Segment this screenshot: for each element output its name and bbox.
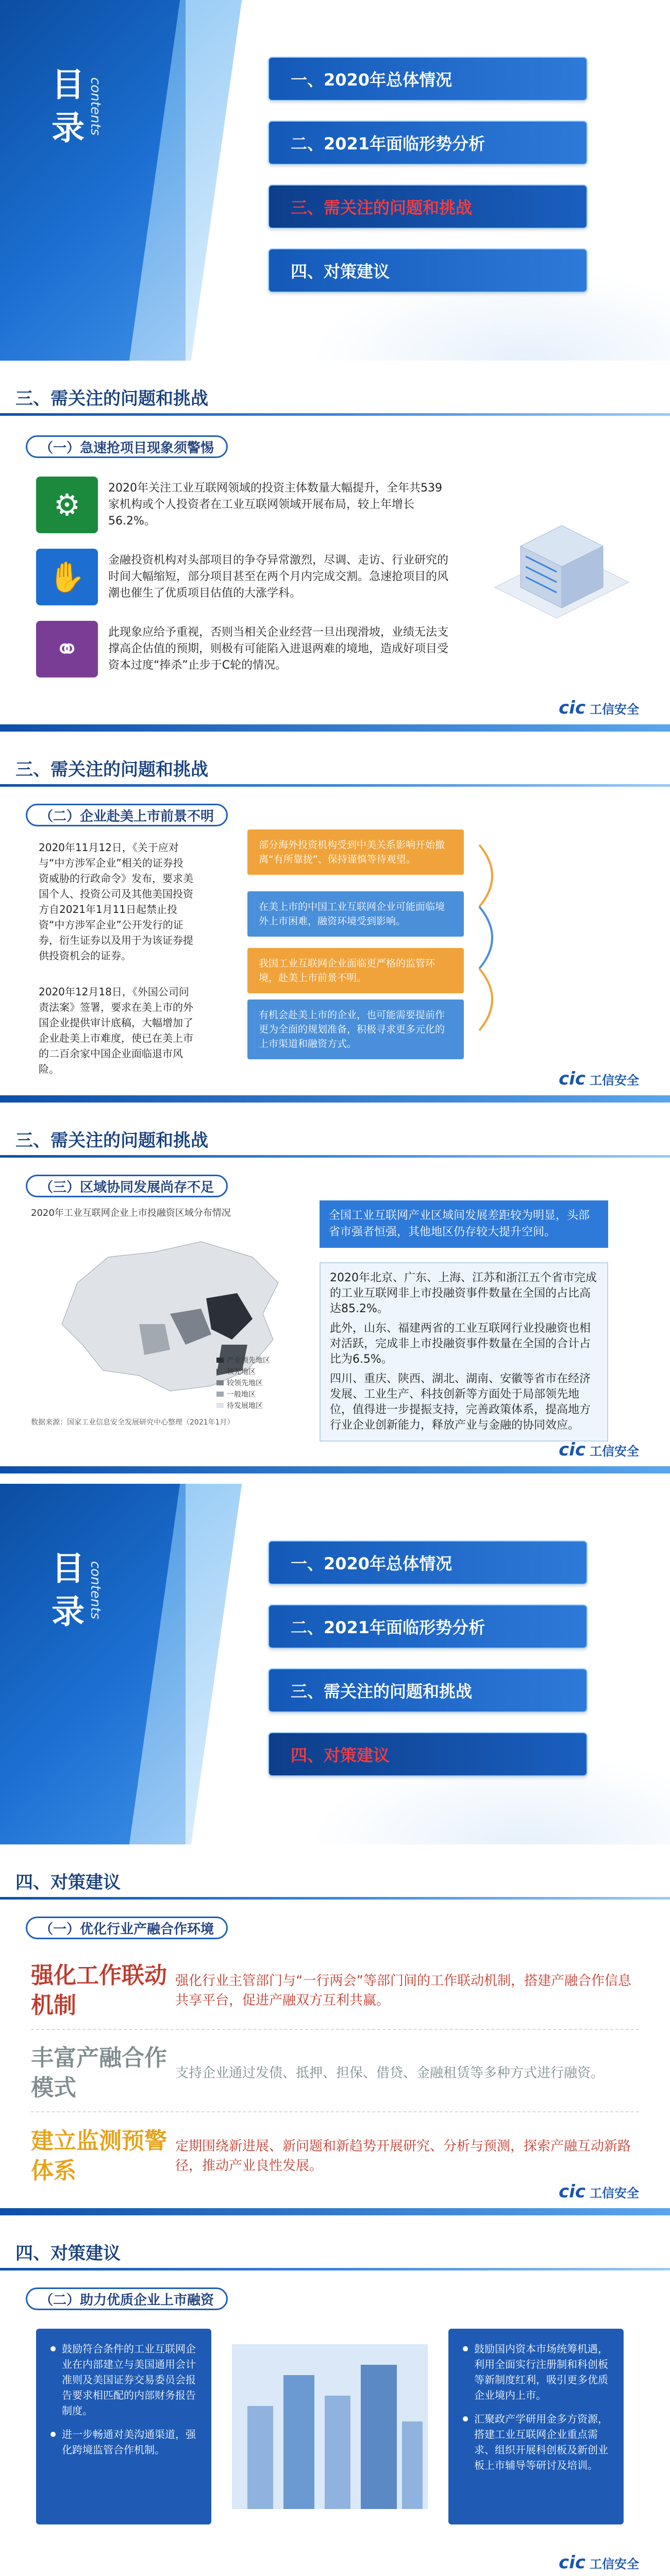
toc-banner — [0, 0, 186, 361]
footer-bar — [0, 1095, 670, 1103]
toc-item-3[interactable]: 三、需关注的问题和挑战 — [268, 1668, 588, 1713]
section-title: 三、需关注的问题和挑战 — [15, 759, 208, 780]
toc-slide-1 — [0, 0, 670, 361]
sub-heading: （三）区域协同发展尚存不足 — [26, 1175, 228, 1197]
flow-step: 我国工业互联网企业面临更严格的监管环境，赴美上市前景不明。 — [247, 948, 464, 993]
legend-item — [216, 1366, 270, 1378]
brand-name: 工信安全 — [590, 702, 639, 717]
toc-subtitle: contents — [88, 77, 103, 136]
city-illustration — [232, 2344, 428, 2509]
toc-item-2[interactable]: 二、2021年面临形势分析 — [268, 121, 588, 165]
highlight-banner: 全国工业互联网产业区域间发展差距较为明显，头部省市强者恒强，其他地区仍存较大提升空间。 — [320, 1200, 608, 1248]
toc-banner — [0, 1484, 186, 1844]
toc-item-4[interactable]: 四、对策建议 — [268, 248, 588, 293]
panel-item: 鼓励符合条件的工业互联网企业在内部建立与美国通用会计准则及美国证券交易委员会报告要求相匹配的内部财务报告制度。 — [48, 2341, 199, 2418]
legend-label: 一般地区 — [227, 1391, 256, 1399]
toc-slide-2 — [0, 1484, 670, 1844]
policy-row — [31, 1953, 639, 2030]
info-box — [320, 1262, 608, 1442]
toc-item-4[interactable]: 四、对策建议 — [268, 1732, 588, 1776]
toc-title: 目录 — [46, 67, 84, 154]
gear-network-icon: ⚙ — [36, 477, 98, 533]
policy-desc: 支持企业通过发债、抵押、担保、借贷、金融租赁等多种方式进行融资。 — [175, 2065, 605, 2081]
policy-row — [31, 2035, 639, 2112]
section-header — [0, 1855, 670, 1906]
section-rule — [0, 784, 670, 787]
risk-text: 金融投资机构对头部项目的争夺异常激烈，尽调、走访、行业研究的时间大幅缩短，部分项目甚至在两个月内完成交割。急速抢项目的风潮也催生了优质项目估值的大涨学科。 — [108, 554, 449, 600]
toc-item-1[interactable]: 一、2020年总体情况 — [268, 57, 588, 101]
brand-mark: cic — [559, 1439, 585, 1460]
slide-regional — [0, 1113, 670, 1473]
toc-title: 目录 — [46, 1551, 84, 1637]
right-panel — [448, 2329, 624, 2524]
flow-step: 部分海外投资机构受到中美关系影响开始撤离“有所靠拢”、保持谨慎等待观望。 — [247, 829, 464, 875]
toc-list — [268, 57, 588, 312]
panel-item: 进一步畅通对美沟通渠道，强化跨境监管合作机制。 — [48, 2427, 199, 2458]
brand-mark: cic — [559, 1069, 585, 1089]
share-nodes-icon: ⚭ — [36, 621, 98, 677]
toc-list — [268, 1540, 588, 1796]
brand-logo — [559, 1069, 639, 1089]
sub-heading: （一）优化行业产融合作环境 — [26, 1917, 228, 1939]
policy-label: 丰富产融合作模式 — [31, 2045, 167, 2101]
section-rule — [0, 1897, 670, 1900]
slide-policy — [0, 1855, 670, 2215]
policy-desc: 强化行业主管部门与“一行两会”等部门间的工作联动机制，搭建产融合作信息共享平台，促进产融双方互利共赢。 — [175, 1973, 631, 2008]
timeline-text: 2020年11月12日，《关于应对与“中方涉军企业”相关的证券投资威胁的行政命令》发布，要求美国个人、投资公司及其他美国投资方自2021年1月11日起禁止投资“中方涉军企业”公开发行的证券，衍生证券以及用于为该证券提供投资机会的证券。 — [39, 841, 193, 962]
slide-listing — [0, 742, 670, 1103]
handshake-icon: ✋ — [36, 549, 98, 605]
risk-text: 此现象应给予重视，否则当相关企业经营一旦出现滑坡，业绩无法支撑高企估值的预期，则极有可能陷入进退两难的境地，造成好项目受资本过度“捧杀”止步于C轮的情况。 — [108, 626, 449, 672]
brand-mark: cic — [559, 2552, 585, 2573]
toc-item-2[interactable]: 二、2021年面临形势分析 — [268, 1604, 588, 1649]
flow-arrows — [474, 835, 515, 1051]
data-source: 数据来源：国家工业信息安全发展研究中心整理（2021年1月） — [31, 1418, 234, 1427]
section-rule — [0, 1155, 670, 1158]
risk-row — [36, 618, 448, 680]
brand-logo — [559, 698, 639, 718]
legend-item — [216, 1355, 270, 1366]
section-rule — [0, 413, 670, 416]
info-bullet: 此外，山东、福建两省的工业互联网行业投融资也相对活跃，完成非上市投融资事件数量在全国的合计占比为6.5%。 — [330, 1322, 591, 1366]
footer-bar — [0, 2208, 670, 2215]
map-legend — [216, 1355, 270, 1412]
risk-row — [36, 546, 448, 608]
brand-name: 工信安全 — [590, 2557, 639, 2571]
section-header — [0, 371, 670, 422]
toc-ribbon — [129, 0, 242, 361]
panel-item: 鼓励国内资本市场统筹机遇，利用全面实行注册制和科创板等新制度红利，吸引更多优质企业境内上市。 — [461, 2341, 611, 2403]
footer-bar — [0, 1466, 670, 1473]
brand-mark: cic — [559, 698, 585, 718]
brand-name: 工信安全 — [590, 2186, 639, 2200]
info-bullet: 四川、重庆、陕西、湖北、湖南、安徽等省市在经济发展、工业生产、科技创新等方面处于局部领先地位，值得进一步提振支持，完善政策体系，提高地方行业企业创新能力，释放产业与金融的协同效应。 — [330, 1372, 591, 1432]
footer-bar — [0, 724, 670, 732]
legend-item — [216, 1389, 270, 1400]
legend-label: 产业领先地区 — [227, 1357, 270, 1365]
toc-item-3[interactable]: 三、需关注的问题和挑战 — [268, 184, 588, 229]
info-bullet: 2020年北京、广东、上海、江苏和浙江五个省市完成的工业互联网非上市投融资事件数量在全国的占比高达85.2%。 — [330, 1272, 597, 1315]
slide-ipo-support — [0, 2226, 670, 2576]
legend-label: 领先地区 — [227, 1368, 256, 1376]
section-header — [0, 1113, 670, 1164]
toc-item-1[interactable]: 一、2020年总体情况 — [268, 1540, 588, 1585]
brand-mark: cic — [559, 2181, 585, 2202]
risk-row — [36, 474, 448, 536]
map-title: 2020年工业互联网企业上市投融资区域分布情况 — [31, 1208, 231, 1218]
flow-step: 在美上市的中国工业互联网企业可能面临境外上市困难，融资环境受到影响。 — [247, 891, 464, 937]
brand-logo — [559, 2552, 639, 2573]
sub-heading: （二）助力优质企业上市融资 — [26, 2287, 228, 2310]
left-panel — [36, 2329, 211, 2524]
sub-heading: （一）急速抢项目现象须警惕 — [26, 435, 228, 458]
brand-name: 工信安全 — [590, 1444, 639, 1459]
section-rule — [0, 2268, 670, 2270]
policy-desc: 定期围绕新进展、新问题和新趋势开展研究、分析与预测，探索产融互动新路径，推动产业良性发展。 — [175, 2139, 631, 2174]
toc-ribbon — [129, 1484, 242, 1844]
legend-label: 待发展地区 — [227, 1402, 263, 1410]
brand-name: 工信安全 — [590, 1073, 639, 1088]
policy-label: 建立监测预警体系 — [31, 2128, 167, 2184]
section-header — [0, 742, 670, 793]
timeline-text: 2020年12月18日，《外国公司问责法案》签署，要求在美上市的外国企业提供审计底稿，大幅增加了企业赴美上市难度，使已在美上市的二百余家中国企业面临退市风险。 — [39, 986, 193, 1075]
brand-logo — [559, 2181, 639, 2202]
policy-label: 强化工作联动机制 — [31, 1962, 167, 2019]
slide-risk — [0, 371, 670, 732]
legend-item — [216, 1378, 270, 1389]
policy-row — [31, 2117, 639, 2195]
sub-heading: （二）企业赴美上市前景不明 — [26, 804, 228, 826]
server-illustration — [474, 505, 639, 639]
section-header — [0, 2226, 670, 2277]
legend-label: 较领先地区 — [227, 1379, 263, 1387]
toc-subtitle: contents — [88, 1561, 103, 1620]
flow-step: 有机会赴美上市的企业，也可能需要提前作更为全面的规划准备，积极寻求更多元化的上市渠道和融资方式。 — [247, 999, 464, 1059]
section-title: 三、需关注的问题和挑战 — [15, 1130, 208, 1151]
section-title: 三、需关注的问题和挑战 — [15, 388, 208, 409]
legend-item — [216, 1400, 270, 1412]
section-title: 四、对策建议 — [15, 1872, 121, 1893]
brand-logo — [559, 1439, 639, 1460]
panel-item: 汇聚政产学研用金多方资源，搭建工业互联网企业重点需求、组织开展科创板及新创业板上市辅导等研讨及培训。 — [461, 2411, 611, 2473]
section-title: 四、对策建议 — [15, 2243, 121, 2264]
risk-text: 2020年关注工业互联网领域的投资主体数量大幅提升，全年共539家机构或个人投资者在工业互联网领域开展布局，较上年增长56.2%。 — [108, 482, 442, 528]
